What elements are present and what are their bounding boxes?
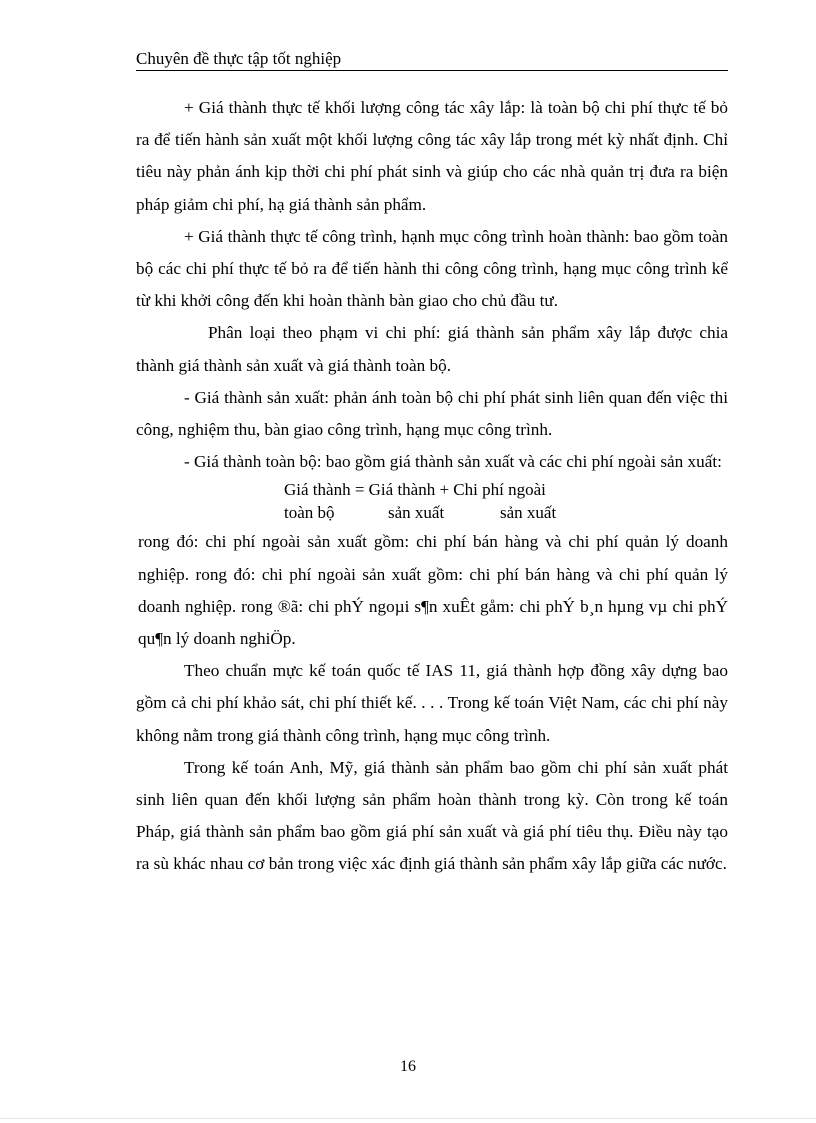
- page-number: 16: [400, 1058, 416, 1075]
- paragraph-actual-cost-volume: + Giá thành thực tế khối lượng công tác xây lắp: là toàn bộ chi phí thực tế bỏ ra để tiến hành sản xuất một khối lượng công tác xây lắp trong mét kỳ nhất định. Chỉ tiêu này phản ánh kịp thời chi phí phát sinh và giúp cho các nhà quản trị đưa ra biện pháp giảm chi phí, hạ giá thành sản phẩm.: [136, 98, 728, 214]
- paragraph-total-cost: - Giá thành toàn bộ: bao gồm giá thành sản xuất và các chi phí ngoài sản xuất:: [184, 452, 722, 472]
- paragraph-non-production-costs: rong đó: chi phí ngoài sản xuất gồm: chi phí bán hàng và chi phí quản lý doanh nghiệp. rong đó: chi phí ngoài sản xuất gồm: chi phí bán hàng và chi phí quản lý doanh nghiệp. rong ®ã: chi phÝ ngoµi s¶n xuÊt gåm: chi phÝ b¸n hµng vµ chi phÝ qu¶n lý doanh nghiÖp.: [138, 532, 728, 649]
- page-bottom-edge: [0, 1118, 816, 1119]
- cost-formula: [136, 478, 728, 526]
- paragraph-production-cost: - Giá thành sản xuất: phản ánh toàn bộ chi phí phát sinh liên quan đến việc thi công, nghiệm thu, bàn giao công trình, hạng mục công trình.: [136, 387, 728, 440]
- paragraph-international-comparison: Trong kế toán Anh, Mỹ, giá thành sản phẩm bao gồm chi phí sản xuất phát sinh liên quan đến khối lượng sản phẩm hoàn thành trong kỳ. Còn trong kế toán Pháp, giá thành sản phẩm bao gồm giá phí sản xuất và giá phí tiêu thụ. Điều này tạo ra sù khác nhau cơ bản trong việc xác định giá thành sản phẩm xây lắp giữa các nước.: [136, 757, 728, 874]
- formula-label-production: sản xuất: [388, 503, 445, 523]
- formula-label-total: toàn bộ: [284, 503, 335, 523]
- paragraph-classification: Phân loại theo phạm vi chi phí: giá thành sản phẩm xây lắp được chia thành giá thành sản xuất và giá thành toàn bộ.: [136, 323, 728, 375]
- paragraph-ias11: Theo chuẩn mực kế toán quốc tế IAS 11, giá thành hợp đồng xây dựng bao gồm cả chi phí khảo sát, chi phí thiết kế. . . . Trong kế toán Việt Nam, các chi phí này không nằm trong giá thành công trình, hạng mục công trình.: [136, 661, 728, 745]
- running-header: [136, 48, 728, 71]
- page-body: [136, 92, 728, 881]
- formula-label-nonproduction: sản xuất: [500, 503, 557, 523]
- paragraph-actual-cost-project: + Giá thành thực tế công trình, hạnh mục công trình hoàn thành: bao gồm toàn bộ các chi phí thực tế bỏ ra để tiến hành thi công công trình, hạng mục công trình kể từ khi khởi công đến khi hoàn thành bàn giao cho chủ đầu tư.: [136, 226, 728, 311]
- header-title: Chuyên đề thực tập tốt nghiệp: [136, 49, 342, 68]
- formula-equation: Giá thành = Giá thành + Chi phí ngoài: [284, 480, 546, 500]
